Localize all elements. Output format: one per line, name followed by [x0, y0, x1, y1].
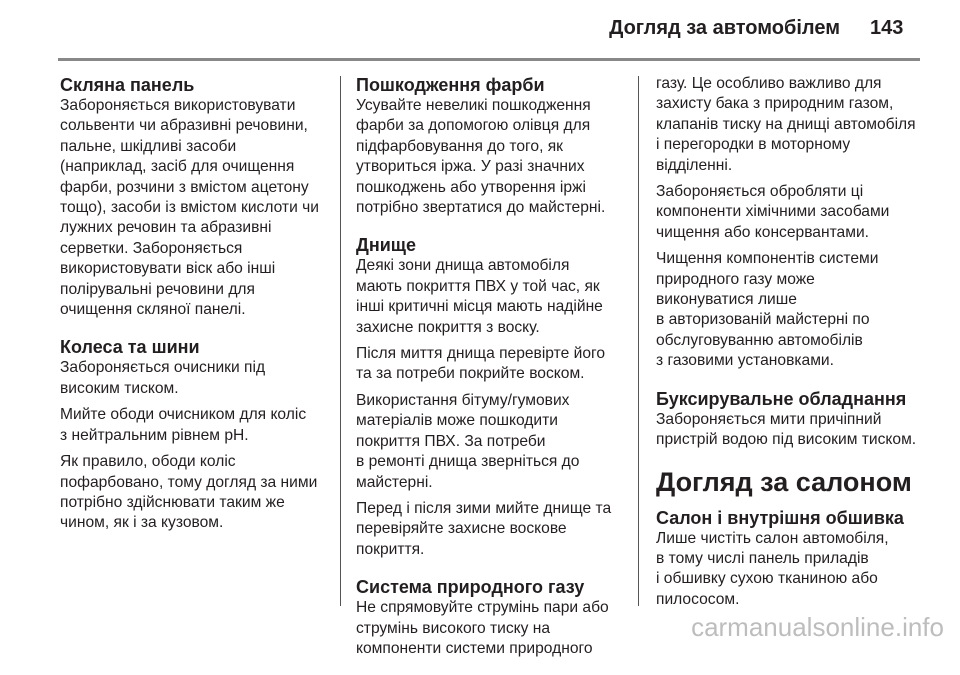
- paragraph: Після миття днища перевірте його та за потреби покрийте воском.: [356, 345, 606, 383]
- paragraph: Не спрямовуйте струмінь пари або струмінь високого тиску на компоненти системи природного: [356, 599, 609, 657]
- chapter-heading: Догляд за салоном: [656, 466, 912, 497]
- paragraph: Забороняється очисники під високим тиском.: [60, 359, 266, 397]
- paragraph: Чищення компонентів системи природного газу може виконуватися лише в авторизованій майстерні по обслуговуванню автомобілів з газовими установками.: [656, 250, 879, 370]
- column-divider: [340, 76, 341, 606]
- paragraph: Забороняється обробляти ці компоненти хімічними засобами чищення або консервантами.: [656, 183, 890, 241]
- section-heading: Пошкодження фарби: [356, 75, 545, 95]
- section-heading: Скляна панель: [60, 75, 195, 95]
- paragraph: Деякі зони днища автомобіля мають покриття ПВХ у той час, як інші критичні місця мають надійне захисне покриття з воску.: [356, 257, 603, 336]
- section-heading: Буксирувальне обладнання: [656, 388, 907, 409]
- section-heading: Салон і внутрішня обшивка: [656, 507, 904, 528]
- page-number: 143: [870, 17, 904, 39]
- section-heading: Колеса та шини: [60, 337, 200, 358]
- paragraph: Як правило, ободи коліс пофарбовано, тому догляд за ними потрібно здійснювати таким же чином, як і за кузовом.: [60, 453, 318, 532]
- section-underbody: [356, 234, 626, 560]
- paragraph: Використання бітуму/гумових матеріалів може пошкодити покриття ПВХ. За потреби в ремонті днища зверніться до майстерні.: [356, 391, 580, 491]
- paragraph: Лише чистіть салон автомобіля, в тому числі панель приладів і обшивку сухою тканиною або пилососом.: [656, 529, 889, 608]
- paragraph: Усувайте невеликі пошкодження фарби за допомогою олівця для підфарбовування до того, як утвориться іржа. У разі значних пошкоджень або утворення іржі потрібно звертатися до майстерні.: [356, 97, 606, 217]
- section-glass-panel: [60, 74, 330, 320]
- paragraph: Перед і після зими мийте днище та перевіряйте захисне воскове покриття.: [356, 499, 612, 558]
- paragraph: Забороняється використовувати сольвенти чи абразивні речовини, пальне, шкідливі засоби (наприклад, засіб для очищення фарби, розчини з вмістом ацетону тощо), засоби із вмістом кислоти чи лужних речовин та абразивні серветки. Забороняється використовувати віск або інші полірувальні речовини для очищення скляної панелі.: [60, 97, 319, 319]
- paragraph: Забороняється мити причіпний пристрій водою під високим тиском.: [656, 410, 917, 449]
- section-towing-equipment: [656, 388, 948, 451]
- paragraph: Мийте ободи очисником для коліс з нейтральним рівнем pH.: [60, 406, 307, 444]
- header-rule: [58, 58, 920, 61]
- section-interior-upholstery: [656, 507, 948, 611]
- section-paint-damage: [356, 74, 626, 218]
- section-natural-gas-continued: [656, 74, 948, 372]
- section-heading: Днище: [356, 235, 416, 256]
- section-heading: Система природного газу: [356, 577, 585, 598]
- column-1: [60, 74, 330, 550]
- section-wheels-tyres: [60, 336, 330, 533]
- paragraph: газу. Це особливо важливо для захисту бака з природним газом, клапанів тиску на днищі автомобіля і перегородки в моторному відділенні.: [656, 75, 916, 174]
- column-3: [656, 74, 948, 626]
- column-divider: [638, 76, 639, 606]
- page-header-title: Догляд за автомобілем: [609, 17, 840, 39]
- column-2: [356, 74, 626, 675]
- section-natural-gas-system: [356, 576, 626, 659]
- watermark: carmanualsonline.info: [691, 612, 944, 642]
